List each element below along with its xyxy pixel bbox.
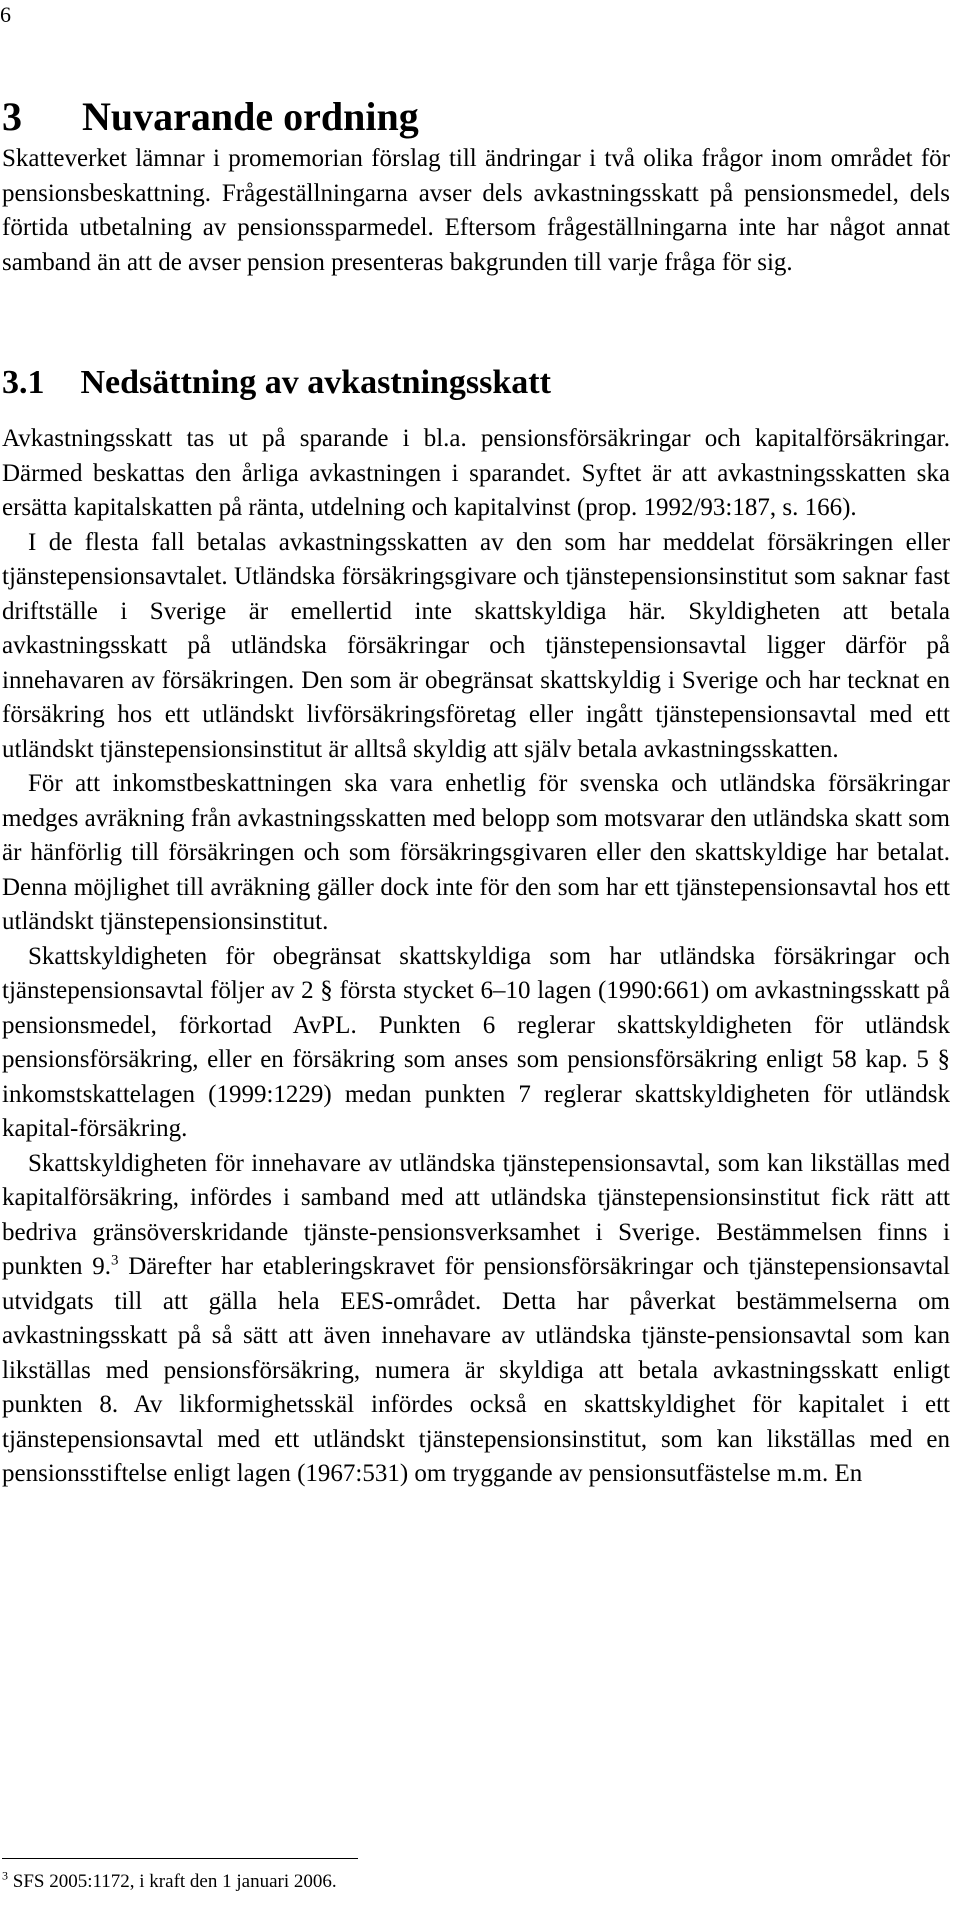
section-heading	[2, 362, 551, 404]
body-paragraph: Skattskyldigheten för obegränsat skattskyldiga som har utländska försäkringar och tjänstepensionsavtal följer av 2 § första stycket 6–10 lagen (1990:661) om avkastningsskatt på pensionsmedel, förkortad AvPL. Punkten 6 reglerar skattskyldigheten för utländsk pensionsförsäkring, eller en försäkring som anses som pensionsförsäkring enligt 58 kap. 5 § inkomstskattelagen (1999:1229) medan punkten 7 reglerar skattskyldigheten för utländsk kapital-försäkring.	[2, 942, 950, 1142]
section-title: Nedsättning av avkastningsskatt	[80, 364, 551, 401]
chapter-heading	[2, 92, 419, 142]
intro-paragraph: Skatteverket lämnar i promemorian förslag till ändringar i två olika frågor inom området för pensionsbeskattning. Frågeställningarna avser dels avkastningsskatt på pensionsmedel, dels förtida utbetalning av pensionssparmedel. Eftersom frågeställningarna inte har något annat samband än att de avser pension presenteras bakgrunden till varje fråga för sig.	[2, 145, 950, 276]
body-paragraph: Avkastningsskatt tas ut på sparande i bl.a. pensionsförsäkringar och kapitalförsäkringar. Därmed beskattas den årliga avkastningen i sparandet. Syftet är att avkastningsskatten ska ersätta kapitalskatten på ränta, utdelning och kapitalvinst (prop. 1992/93:187, s. 166).	[2, 425, 950, 521]
footnote	[2, 1870, 337, 1894]
section-number: 3.1	[2, 364, 45, 401]
chapter-title: Nuvarande ordning	[82, 94, 419, 139]
page-number: 6	[0, 2, 11, 27]
paragraph-text: Skattskyldigheten för innehavare av utländska tjänstepensionsavtal, som kan likställas med kapitalförsäkring, infördes i samband med att utländska tjänstepensionsinstitut fick rätt att bedriva gränsöverskridande tjänste-pensionsverksamhet i Sverige. Bestämmelsen finns i punkten 9.	[2, 1149, 950, 1280]
chapter-intro	[2, 142, 950, 280]
footnote-marker: 3	[2, 1868, 8, 1883]
body-paragraph: För att inkomstbeskattningen ska vara enhetlig för svenska och utländska försäkringar medges avräkning från avkastningsskatten med belopp som motsvarar den utländska skatt som är hänförlig till försäkringen och som försäkringsgivaren eller den skattskyldige har betalat. Denna möjlighet till avräkning gäller dock inte för den som har ett tjänstepensionsavtal hos ett utländskt tjänstepensionsinstitut.	[2, 770, 950, 935]
footnote-reference[interactable]: 3	[111, 1252, 119, 1269]
footnote-divider	[2, 1858, 358, 1859]
body-paragraph-with-note	[2, 1147, 950, 1492]
body-paragraph: I de flesta fall betalas avkastningsskatten av den som har meddelat försäkringen eller tjänstepensionsavtalet. Utländska försäkringsgivare och tjänstepensionsinstitut som saknar fast driftställe i Sverige är emellertid inte skattskyldiga här. Skyldigheten att betala avkastningsskatt på utländska försäkringar och tjänstepensionsavtal ligger därför på innehavaren av försäkringen. Den som är obegränsat skattskyldig i Sverige och har tecknat en försäkring hos ett utländskt livförsäkringsföretag eller ingått tjänstepensionsavtal med ett utländskt tjänstepensionsinstitut är alltså skyldig att själv betala avkastningsskatten.	[2, 528, 950, 763]
chapter-number: 3	[2, 94, 22, 139]
paragraph-text: Därefter har etableringskravet för pensionsförsäkringar och tjänstepensionsavtal utvidgats till att gälla hela EES-området. Detta har påverkat bestämmelserna om avkastningsskatt på så sätt att även innehavare av utländska tjänste-pensionsavtal som kan likställas med pensionsförsäkring, numera är skyldiga att betala avkastningsskatt enligt punkten 8. Av likformighetsskäl infördes också en skattskyldighet för kapitalet i ett tjänstepensionsavtal med ett utländskt tjänstepensionsinstitut, som kan likställas med en pensionsstiftelse enligt lagen (1967:531) om tryggande av pensionsutfästelse m.m. En	[2, 1253, 950, 1487]
footnote-text: SFS 2005:1172, i kraft den 1 januari 2006.	[8, 1871, 337, 1892]
section-body	[2, 422, 950, 1492]
